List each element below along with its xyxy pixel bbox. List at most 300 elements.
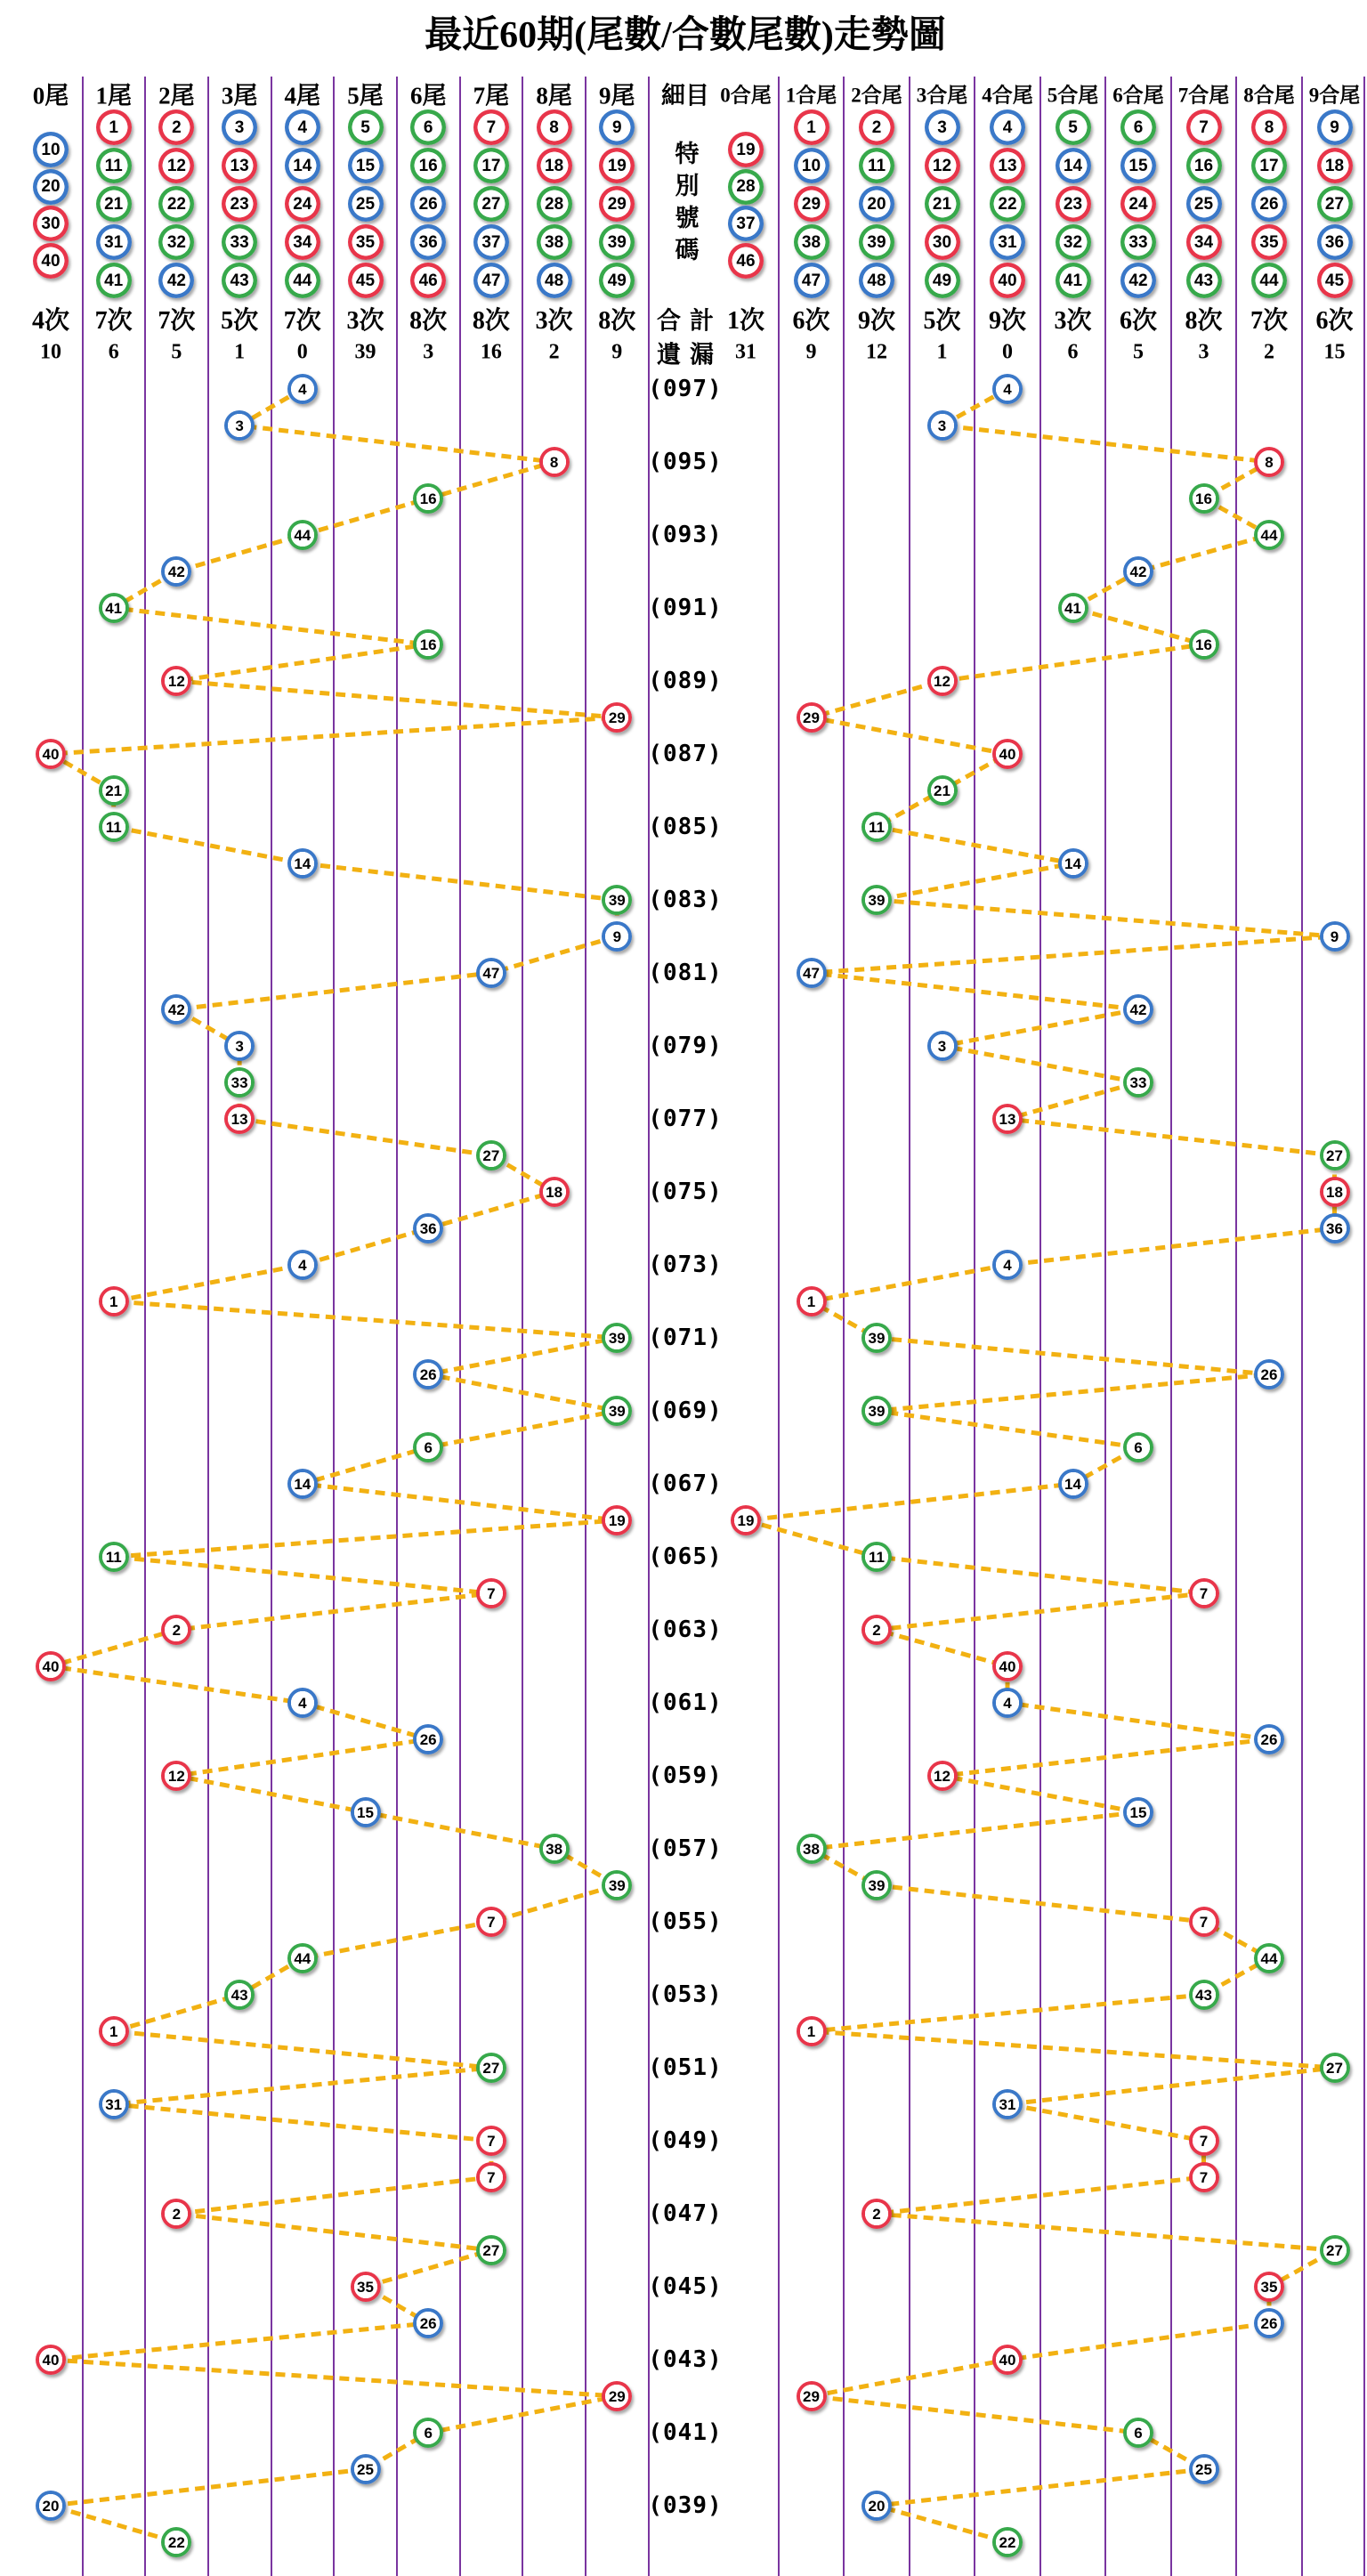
- legend-ball-13: 13: [990, 148, 1025, 183]
- col-header-right-0: 0合尾: [720, 84, 772, 107]
- chart-ball-tail-1: 1: [99, 1286, 129, 1316]
- count-right-0: 1次: [726, 307, 765, 335]
- chart-ball-tail-44: 44: [287, 520, 318, 550]
- legend-ball-43: 43: [222, 263, 257, 298]
- legend-ball-12: 12: [925, 148, 960, 183]
- miss-right-9: 15: [1323, 340, 1346, 364]
- chart-ball-sumtail-27: 27: [1320, 2053, 1350, 2083]
- legend-ball-10: 10: [794, 148, 829, 183]
- total-row-label: 合計: [657, 307, 723, 335]
- chart-ball-sumtail-39: 39: [861, 885, 892, 915]
- miss-right-0: 31: [735, 340, 756, 364]
- chart-ball-sumtail-40: 40: [992, 1651, 1023, 1681]
- middle-header: 細目: [661, 82, 709, 109]
- legend-ball-29: 29: [599, 186, 635, 222]
- legend-ball-39: 39: [599, 224, 635, 260]
- chart-ball-sumtail-31: 31: [992, 2089, 1023, 2119]
- legend-ball-18: 18: [1317, 148, 1353, 183]
- count-right-8: 7次: [1250, 307, 1289, 335]
- count-right-1: 6次: [792, 307, 830, 335]
- legend-ball-48: 48: [537, 263, 572, 298]
- chart-ball-sumtail-26: 26: [1254, 1359, 1284, 1389]
- chart-ball-tail-44: 44: [287, 1943, 318, 1973]
- miss-left-6: 3: [423, 340, 434, 364]
- chart-ball-sumtail-8: 8: [1254, 447, 1284, 477]
- chart-ball-tail-40: 40: [36, 739, 66, 769]
- period-label: (059): [648, 1762, 723, 1789]
- legend-ball-7: 7: [473, 109, 509, 145]
- chart-ball-tail-11: 11: [99, 1542, 129, 1572]
- chart-ball-sumtail-16: 16: [1189, 483, 1219, 514]
- legend-ball-4: 4: [990, 109, 1025, 145]
- period-label: (069): [648, 1397, 723, 1424]
- chart-ball-sumtail-1: 1: [797, 1286, 827, 1316]
- legend-ball-8: 8: [1251, 109, 1287, 145]
- legend-ball-7: 7: [1186, 109, 1222, 145]
- col-header-right-5: 5合尾: [1047, 84, 1099, 107]
- count-left-8: 3次: [535, 307, 573, 335]
- chart-ball-tail-15: 15: [351, 1797, 381, 1827]
- count-left-4: 7次: [283, 307, 321, 335]
- legend-ball-13: 13: [222, 148, 257, 183]
- chart-ball-tail-29: 29: [602, 702, 632, 733]
- period-label: (085): [648, 814, 723, 840]
- chart-ball-sumtail-12: 12: [927, 1761, 958, 1791]
- chart-ball-sumtail-13: 13: [992, 1104, 1023, 1134]
- legend-ball-43: 43: [1186, 263, 1222, 298]
- legend-ball-22: 22: [990, 186, 1025, 222]
- period-label: (067): [648, 1470, 723, 1497]
- period-label: (097): [648, 376, 723, 402]
- legend-ball-10: 10: [33, 132, 69, 167]
- legend-ball-12: 12: [158, 148, 194, 183]
- legend-ball-44: 44: [285, 263, 320, 298]
- chart-ball-tail-38: 38: [539, 1834, 570, 1864]
- chart-ball-sumtail-27: 27: [1320, 2235, 1350, 2265]
- period-label: (091): [648, 595, 723, 621]
- chart-ball-tail-39: 39: [602, 1396, 632, 1426]
- chart-ball-tail-47: 47: [476, 958, 506, 988]
- chart-ball-sumtail-42: 42: [1123, 556, 1153, 587]
- chart-ball-tail-7: 7: [476, 2162, 506, 2192]
- legend-ball-46: 46: [728, 243, 764, 279]
- chart-ball-tail-27: 27: [476, 2053, 506, 2083]
- miss-left-2: 5: [171, 340, 182, 364]
- legend-ball-38: 38: [794, 224, 829, 260]
- legend-ball-15: 15: [1120, 148, 1156, 183]
- legend-ball-5: 5: [348, 109, 384, 145]
- col-header-right-2: 2合尾: [851, 84, 902, 107]
- legend-ball-25: 25: [1186, 186, 1222, 222]
- chart-ball-sumtail-29: 29: [797, 2381, 827, 2411]
- legend-ball-3: 3: [925, 109, 960, 145]
- legend-ball-37: 37: [473, 224, 509, 260]
- chart-ball-tail-3: 3: [224, 1031, 255, 1061]
- legend-ball-38: 38: [537, 224, 572, 260]
- chart-ball-tail-42: 42: [161, 556, 191, 587]
- period-label: (093): [648, 522, 723, 548]
- legend-ball-32: 32: [1056, 224, 1091, 260]
- miss-right-8: 2: [1264, 340, 1274, 364]
- chart-ball-tail-4: 4: [287, 1250, 318, 1280]
- legend-ball-3: 3: [222, 109, 257, 145]
- chart-ball-tail-39: 39: [602, 1870, 632, 1900]
- trend-line-left: [51, 389, 617, 2542]
- chart-ball-tail-1: 1: [99, 2016, 129, 2046]
- chart-ball-sumtail-39: 39: [861, 1323, 892, 1353]
- col-header-right-1: 1合尾: [785, 84, 837, 107]
- chart-ball-sumtail-14: 14: [1058, 848, 1088, 879]
- chart-ball-tail-16: 16: [413, 629, 443, 660]
- period-label: (045): [648, 2273, 723, 2300]
- chart-ball-tail-22: 22: [161, 2527, 191, 2557]
- period-label: (041): [648, 2419, 723, 2446]
- legend-ball-39: 39: [859, 224, 894, 260]
- chart-ball-sumtail-4: 4: [992, 1250, 1023, 1280]
- legend-ball-19: 19: [599, 148, 635, 183]
- period-label: (079): [648, 1033, 723, 1059]
- chart-ball-tail-41: 41: [99, 593, 129, 623]
- legend-ball-1: 1: [794, 109, 829, 145]
- legend-ball-44: 44: [1251, 263, 1287, 298]
- col-header-left-6: 6尾: [409, 82, 447, 109]
- period-label: (049): [648, 2127, 723, 2154]
- chart-ball-sumtail-22: 22: [992, 2527, 1023, 2557]
- chart-ball-sumtail-19: 19: [731, 1505, 761, 1535]
- chart-ball-tail-35: 35: [351, 2272, 381, 2302]
- col-header-right-3: 3合尾: [916, 84, 968, 107]
- miss-right-5: 6: [1067, 340, 1079, 364]
- chart-ball-tail-26: 26: [413, 1724, 443, 1754]
- legend-ball-6: 6: [410, 109, 446, 145]
- legend-ball-5: 5: [1056, 109, 1091, 145]
- legend-ball-40: 40: [33, 243, 69, 279]
- legend-ball-26: 26: [410, 186, 446, 222]
- chart-ball-tail-12: 12: [161, 1761, 191, 1791]
- chart-ball-sumtail-7: 7: [1189, 1907, 1219, 1937]
- chart-ball-tail-7: 7: [476, 1907, 506, 1937]
- chart-ball-tail-2: 2: [161, 1615, 191, 1645]
- miss-right-4: 0: [1002, 340, 1013, 364]
- chart-ball-tail-18: 18: [539, 1177, 570, 1207]
- legend-ball-35: 35: [348, 224, 384, 260]
- chart-ball-tail-13: 13: [224, 1104, 255, 1134]
- legend-ball-30: 30: [925, 224, 960, 260]
- legend-ball-40: 40: [990, 263, 1025, 298]
- chart-ball-tail-40: 40: [36, 1651, 66, 1681]
- miss-right-1: 9: [805, 340, 817, 364]
- chart-ball-sumtail-25: 25: [1189, 2454, 1219, 2484]
- legend-ball-11: 11: [96, 148, 132, 183]
- col-header-left-5: 5尾: [347, 82, 384, 109]
- count-right-6: 6次: [1119, 307, 1158, 335]
- col-header-right-8: 8合尾: [1243, 84, 1295, 107]
- legend-ball-29: 29: [794, 186, 829, 222]
- period-label: (073): [648, 1252, 723, 1278]
- legend-ball-32: 32: [158, 224, 194, 260]
- legend-ball-45: 45: [348, 263, 384, 298]
- legend-ball-47: 47: [794, 263, 829, 298]
- chart-ball-tail-39: 39: [602, 885, 632, 915]
- legend-ball-49: 49: [599, 263, 635, 298]
- count-left-6: 8次: [409, 307, 448, 335]
- legend-ball-2: 2: [859, 109, 894, 145]
- chart-ball-sumtail-9: 9: [1320, 921, 1350, 952]
- chart-ball-sumtail-14: 14: [1058, 1469, 1088, 1499]
- miss-row-label: 遺漏: [657, 341, 723, 369]
- period-label: (047): [648, 2200, 723, 2227]
- count-right-2: 9次: [857, 307, 896, 335]
- col-header-left-1: 1尾: [95, 82, 132, 109]
- chart-ball-sumtail-2: 2: [861, 1615, 892, 1645]
- legend-ball-36: 36: [1317, 224, 1353, 260]
- col-header-left-4: 4尾: [284, 82, 321, 109]
- miss-left-3: 1: [234, 340, 246, 364]
- chart-ball-tail-33: 33: [224, 1067, 255, 1098]
- legend-ball-22: 22: [158, 186, 194, 222]
- chart-ball-tail-25: 25: [351, 2454, 381, 2484]
- chart-ball-tail-43: 43: [224, 1980, 255, 2010]
- miss-right-7: 3: [1198, 340, 1209, 364]
- chart-ball-sumtail-33: 33: [1123, 1067, 1153, 1098]
- chart-ball-sumtail-36: 36: [1320, 1213, 1350, 1243]
- page-title: 最近60期(尾數/合數尾數)走勢圖: [425, 15, 946, 56]
- legend-ball-24: 24: [285, 186, 320, 222]
- col-header-left-9: 9尾: [599, 82, 635, 109]
- chart-ball-sumtail-47: 47: [797, 958, 827, 988]
- miss-left-9: 9: [611, 340, 623, 364]
- legend-ball-20: 20: [33, 169, 69, 205]
- count-left-5: 3次: [346, 307, 384, 335]
- period-label: (077): [648, 1106, 723, 1132]
- count-right-9: 6次: [1315, 307, 1354, 335]
- chart-ball-tail-26: 26: [413, 2308, 443, 2338]
- miss-right-3: 1: [936, 340, 948, 364]
- legend-ball-9: 9: [1317, 109, 1353, 145]
- chart-ball-tail-4: 4: [287, 1688, 318, 1718]
- chart-ball-tail-14: 14: [287, 848, 318, 879]
- chart-ball-sumtail-39: 39: [861, 1396, 892, 1426]
- chart-ball-sumtail-12: 12: [927, 666, 958, 696]
- chart-ball-sumtail-11: 11: [861, 812, 892, 842]
- chart-ball-sumtail-26: 26: [1254, 1724, 1284, 1754]
- count-left-2: 7次: [158, 307, 196, 335]
- legend-ball-19: 19: [728, 132, 764, 167]
- chart-ball-tail-27: 27: [476, 1140, 506, 1171]
- period-label: (063): [648, 1616, 723, 1643]
- chart-ball-sumtail-3: 3: [927, 410, 958, 441]
- chart-ball-tail-9: 9: [602, 921, 632, 952]
- chart-ball-sumtail-40: 40: [992, 2345, 1023, 2375]
- legend-ball-28: 28: [537, 186, 572, 222]
- legend-ball-24: 24: [1120, 186, 1156, 222]
- chart-ball-tail-19: 19: [602, 1505, 632, 1535]
- period-label: (087): [648, 741, 723, 767]
- chart-ball-sumtail-42: 42: [1123, 994, 1153, 1025]
- chart-ball-sumtail-29: 29: [797, 702, 827, 733]
- legend-ball-37: 37: [728, 206, 764, 241]
- chart-ball-tail-31: 31: [99, 2089, 129, 2119]
- period-label: (065): [648, 1543, 723, 1570]
- col-header-left-2: 2尾: [158, 82, 195, 109]
- legend-ball-8: 8: [537, 109, 572, 145]
- legend-ball-9: 9: [599, 109, 635, 145]
- legend-ball-34: 34: [285, 224, 320, 260]
- chart-ball-sumtail-38: 38: [797, 1834, 827, 1864]
- legend-ball-1: 1: [96, 109, 132, 145]
- chart-ball-sumtail-35: 35: [1254, 2272, 1284, 2302]
- trend-line-right: [746, 389, 1335, 2542]
- legend-ball-14: 14: [285, 148, 320, 183]
- count-left-9: 8次: [598, 307, 636, 335]
- chart-ball-tail-6: 6: [413, 2418, 443, 2448]
- legend-ball-21: 21: [925, 186, 960, 222]
- period-label: (057): [648, 1835, 723, 1862]
- legend-ball-14: 14: [1056, 148, 1091, 183]
- chart-ball-sumtail-15: 15: [1123, 1797, 1153, 1827]
- legend-ball-48: 48: [859, 263, 894, 298]
- period-label: (039): [648, 2492, 723, 2519]
- chart-ball-tail-16: 16: [413, 483, 443, 514]
- legend-ball-45: 45: [1317, 263, 1353, 298]
- col-header-right-9: 9合尾: [1308, 84, 1361, 107]
- legend-ball-2: 2: [158, 109, 194, 145]
- col-header-right-6: 6合尾: [1112, 84, 1164, 107]
- chart-ball-tail-8: 8: [539, 447, 570, 477]
- col-header-right-4: 4合尾: [982, 84, 1033, 107]
- chart-ball-sumtail-6: 6: [1123, 2418, 1153, 2448]
- period-label: (071): [648, 1324, 723, 1351]
- chart-ball-sumtail-7: 7: [1189, 1578, 1219, 1608]
- legend-ball-17: 17: [473, 148, 509, 183]
- chart-ball-tail-20: 20: [36, 2491, 66, 2521]
- col-header-left-3: 3尾: [221, 82, 258, 109]
- miss-left-8: 2: [548, 340, 560, 364]
- legend-ball-25: 25: [348, 186, 384, 222]
- chart-ball-tail-42: 42: [161, 994, 191, 1025]
- col-header-right-7: 7合尾: [1177, 84, 1230, 107]
- legend-ball-46: 46: [410, 263, 446, 298]
- legend-ball-47: 47: [473, 263, 509, 298]
- period-label: (081): [648, 960, 723, 986]
- miss-left-7: 16: [480, 340, 502, 364]
- chart-ball-sumtail-41: 41: [1058, 593, 1088, 623]
- count-left-7: 8次: [472, 307, 510, 335]
- chart-ball-tail-21: 21: [99, 775, 129, 806]
- period-label: (043): [648, 2346, 723, 2373]
- chart-ball-sumtail-4: 4: [992, 1688, 1023, 1718]
- chart-ball-tail-14: 14: [287, 1469, 318, 1499]
- period-label: (055): [648, 1908, 723, 1935]
- chart-ball-sumtail-21: 21: [927, 775, 958, 806]
- miss-left-0: 10: [40, 340, 61, 364]
- chart-ball-sumtail-2: 2: [861, 2199, 892, 2229]
- chart-ball-tail-3: 3: [224, 410, 255, 441]
- chart-ball-tail-12: 12: [161, 666, 191, 696]
- period-label: (095): [648, 449, 723, 475]
- count-left-3: 5次: [221, 307, 259, 335]
- chart-ball-sumtail-43: 43: [1189, 1980, 1219, 2010]
- chart-ball-tail-36: 36: [413, 1213, 443, 1243]
- chart-ball-sumtail-40: 40: [992, 739, 1023, 769]
- special-number-label: 特別號碼: [671, 141, 699, 269]
- legend-ball-30: 30: [33, 206, 69, 241]
- chart-ball-tail-4: 4: [287, 374, 318, 404]
- chart-ball-tail-29: 29: [602, 2381, 632, 2411]
- chart-ball-sumtail-7: 7: [1189, 2126, 1219, 2156]
- legend-ball-17: 17: [1251, 148, 1287, 183]
- period-label: (083): [648, 887, 723, 913]
- miss-right-6: 5: [1133, 340, 1144, 364]
- legend-ball-34: 34: [1186, 224, 1222, 260]
- chart-ball-tail-39: 39: [602, 1323, 632, 1353]
- legend-ball-27: 27: [1317, 186, 1353, 222]
- legend-ball-42: 42: [1120, 263, 1156, 298]
- chart-ball-tail-11: 11: [99, 812, 129, 842]
- legend-ball-6: 6: [1120, 109, 1156, 145]
- count-right-3: 5次: [923, 307, 961, 335]
- period-label: (053): [648, 1981, 723, 2008]
- chart-ball-sumtail-44: 44: [1254, 520, 1284, 550]
- legend-ball-33: 33: [222, 224, 257, 260]
- legend-ball-49: 49: [925, 263, 960, 298]
- chart-ball-tail-2: 2: [161, 2199, 191, 2229]
- chart-ball-sumtail-11: 11: [861, 1542, 892, 1572]
- legend-ball-31: 31: [96, 224, 132, 260]
- legend-ball-36: 36: [410, 224, 446, 260]
- legend-ball-11: 11: [859, 148, 894, 183]
- chart-ball-sumtail-39: 39: [861, 1870, 892, 1900]
- period-label: (061): [648, 1689, 723, 1716]
- chart-ball-sumtail-6: 6: [1123, 1432, 1153, 1462]
- legend-ball-35: 35: [1251, 224, 1287, 260]
- legend-ball-23: 23: [1056, 186, 1091, 222]
- chart-ball-tail-40: 40: [36, 2345, 66, 2375]
- legend-ball-23: 23: [222, 186, 257, 222]
- chart-ball-tail-7: 7: [476, 1578, 506, 1608]
- chart-ball-sumtail-7: 7: [1189, 2162, 1219, 2192]
- chart-ball-tail-7: 7: [476, 2126, 506, 2156]
- period-label: (051): [648, 2054, 723, 2081]
- chart-ball-sumtail-27: 27: [1320, 1140, 1350, 1171]
- legend-ball-16: 16: [410, 148, 446, 183]
- miss-right-2: 12: [866, 340, 887, 364]
- count-left-0: 4次: [31, 307, 70, 335]
- chart-ball-sumtail-20: 20: [861, 2491, 892, 2521]
- miss-left-1: 6: [108, 340, 119, 364]
- legend-ball-31: 31: [990, 224, 1025, 260]
- chart-ball-sumtail-16: 16: [1189, 629, 1219, 660]
- legend-ball-15: 15: [348, 148, 384, 183]
- legend-ball-16: 16: [1186, 148, 1222, 183]
- legend-ball-4: 4: [285, 109, 320, 145]
- miss-left-5: 39: [354, 340, 376, 364]
- count-right-5: 3次: [1054, 307, 1092, 335]
- chart-ball-tail-6: 6: [413, 1432, 443, 1462]
- col-header-left-7: 7尾: [473, 82, 510, 109]
- legend-ball-18: 18: [537, 148, 572, 183]
- chart-ball-sumtail-4: 4: [992, 374, 1023, 404]
- chart-ball-sumtail-18: 18: [1320, 1177, 1350, 1207]
- legend-ball-20: 20: [859, 186, 894, 222]
- miss-left-4: 0: [296, 340, 308, 364]
- legend-ball-21: 21: [96, 186, 132, 222]
- count-right-4: 9次: [988, 307, 1027, 335]
- legend-ball-26: 26: [1251, 186, 1287, 222]
- legend-ball-42: 42: [158, 263, 194, 298]
- chart-ball-sumtail-1: 1: [797, 2016, 827, 2046]
- chart-ball-tail-27: 27: [476, 2235, 506, 2265]
